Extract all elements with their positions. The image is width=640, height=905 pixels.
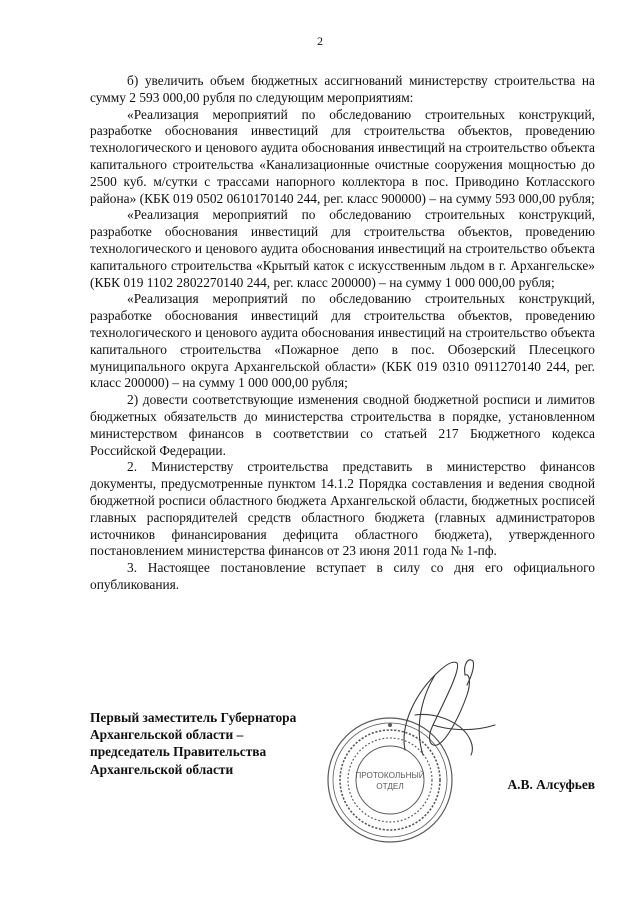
page-number: 2 xyxy=(317,34,323,48)
paragraph-fire-station: «Реализация мероприятий по обследованию строительных конструкций, разработке обоснования инвестиций для строительства объектов, проведению технологического и ценового аудита обоснования инвестиций на строительство объекта капитального строительства «Пожарное депо в пос. Обозерский Плесецкого муниципального округа Архангельской области» (КБК 019 0310 0911270140 244, рег. класс 200000) – на сумму 1 000 000,00 рубля; xyxy=(90,291,595,391)
signatory-title-line-4: Архангельской области xyxy=(90,761,234,777)
signatory-title xyxy=(90,709,296,778)
stamp-center-line-1: ПРОТОКОЛЬНЫЙ xyxy=(355,771,425,780)
paragraph-1-2: 2) довести соответствующие изменения сводной бюджетной росписи и лимитов бюджетных обязательств до министерства строительства в порядке, установленном министерством финансов в соответствии со статьей 217 Бюджетного кодекса Российской Федерации. xyxy=(90,392,595,458)
stamp-center-line-2: ОТДЕЛ xyxy=(376,782,404,791)
paragraph-1b: б) увеличить объем бюджетных ассигнований министерству строительства на сумму 2 593 000,00 рубля по следующим мероприятиям: xyxy=(90,73,595,105)
signatory-title-line-3: председатель Правительства xyxy=(90,744,267,760)
signatory-title-line-1: Первый заместитель Губернатора xyxy=(90,710,297,725)
handwritten-signature xyxy=(375,655,505,765)
paragraph-3: 3. Настоящее постановление вступает в силу со дня его официального опубликования. xyxy=(90,560,595,592)
paragraph-2: 2. Министерству строительства представить в министерство финансов документы, предусмотренные пунктом 14.1.2 Порядка составления и ведения сводной бюджетной росписи областного бюджета Архангельской области, бюджетных росписей главных распорядителей средств областного бюджета (главных администраторов источников финансирования дефицита областного бюджета), утвержденного постановлением министерства финансов от 23 июня 2011 года № 1-пф. xyxy=(90,459,595,559)
paragraph-ice-rink: «Реализация мероприятий по обследованию строительных конструкций, разработке обоснования инвестиций для строительства объектов, проведению технологического и ценового аудита обоснования инвестиций на строительство объекта капитального строительства «Крытый каток с искусственным льдом в г. Архангельске» (КБК 019 1102 2802270140 244, рег. класс 200000) – на сумму 1 000 000,00 рубля; xyxy=(90,207,595,290)
document-body xyxy=(90,73,595,594)
signer-name: А.В. Алсуфьев xyxy=(507,777,595,792)
signatory-title-line-2: Архангельской области – xyxy=(90,727,244,743)
paragraph-sewage-plant: «Реализация мероприятий по обследованию строительных конструкций, разработке обоснования инвестиций для строительства объектов, проведению технологического и ценового аудита обоснования инвестиций на строительство объекта капитального строительства «Канализационные очистные сооружения мощностью до 2500 куб. м/сутки с трассами напорного коллектора в пос. Приводино Котласского района» (КБК 019 0502 0610170140 244, рег. класс 900000) – на сумму 593 000,00 рубля; xyxy=(90,106,595,206)
